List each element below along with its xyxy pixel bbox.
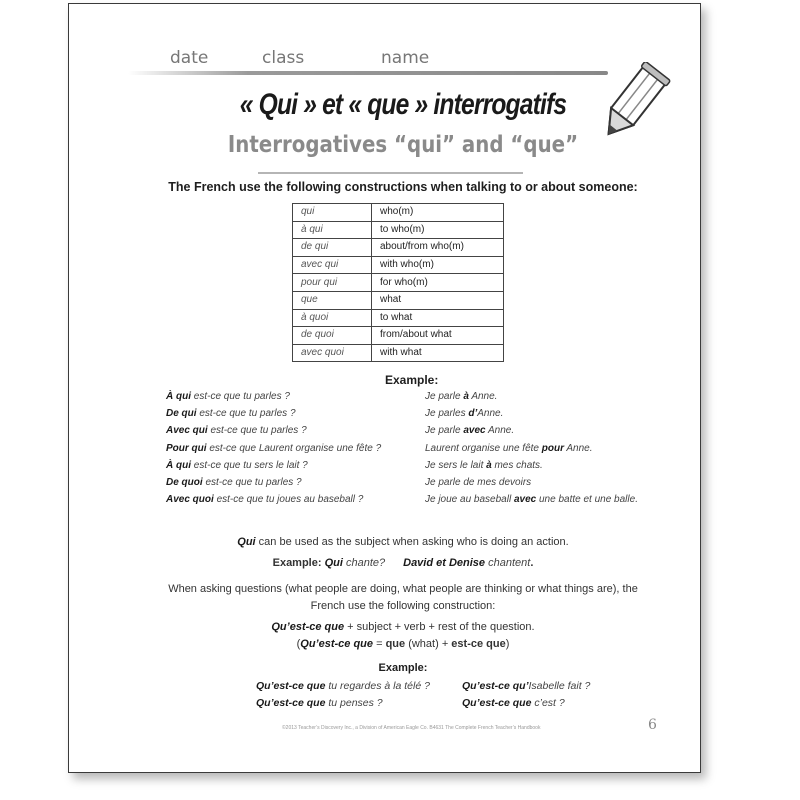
french-term: que [293,291,372,309]
table-row [293,204,504,222]
list-item: Je parle avec Anne. [425,425,515,437]
list-item: De quoi est-ce que tu parles ? [166,477,302,489]
copyright-footer: ©2013 Teacher’s Discovery Inc., a Division of American Eagle Co. B4631 The Complete French Teacher’s Handbook [282,725,541,731]
list-item: Qu’est-ce que tu penses ? [256,697,383,710]
table-row [293,309,504,327]
french-term: à quoi [293,309,372,327]
list-item: À qui est-ce que tu sers le lait ? [166,459,308,471]
que-examples-right [462,678,590,712]
date-label: date [170,48,209,68]
french-term: avec quoi [293,344,372,362]
english-meaning: to what [372,309,504,327]
page-subtitle: Interrogatives “qui” and “que” [227,132,579,158]
french-term: avec qui [293,256,372,274]
construction-explanation: (Qu’est-ce que = que (what) + est-ce que) [296,638,510,650]
page-title: « Qui » et « que » interrogatifs [239,88,567,121]
name-label: name [381,48,430,68]
table-row [293,327,504,345]
list-item: Avec quoi est-ce que tu joues au baseball ? [166,494,364,506]
english-meaning: from/about what [372,327,504,345]
subject-example: Example: Qui chante? David et Denise chantent. [272,557,534,569]
table-row [293,239,504,257]
que-examples-left [256,678,430,712]
example2-heading: Example: [378,662,428,674]
english-meaning: about/from who(m) [372,239,504,257]
list-item: Je joue au baseball avec une batte et une balle. [425,494,638,506]
construction-text-2: French use the following construction: [310,600,496,612]
list-item: Pour qui est-ce que Laurent organise une fête ? [166,442,382,454]
french-term: de qui [293,239,372,257]
english-meaning: with who(m) [372,256,504,274]
list-item: Qu’est-ce que tu regardes à la télé ? [256,680,430,692]
subtitle-rule [258,172,523,174]
list-item: Qu’est-ce que c’est ? [462,697,565,710]
list-item: Je parles d’Anne. [425,408,504,420]
french-term: pour qui [293,274,372,292]
construction-formula: Qu’est-ce que + subject + verb + rest of the question. [271,621,535,633]
list-item: De qui est-ce que tu parles ? [166,408,296,420]
intro-text: The French use the following constructions when talking to or about someone: [168,180,638,194]
class-label: class [262,48,305,68]
table-row [293,274,504,292]
subject-rule-text: Qui can be used as the subject when asking who is doing an action. [237,536,569,548]
example-questions [166,388,381,508]
english-meaning: with what [372,344,504,362]
list-item: Je parle à Anne. [425,391,498,402]
list-item: À qui est-ce que tu parles ? [166,391,290,402]
table-row [293,256,504,274]
vocab-table [292,203,504,362]
french-term: qui [293,204,372,222]
english-meaning: who(m) [372,204,504,222]
english-meaning: to who(m) [372,221,504,239]
english-meaning: what [372,291,504,309]
header-underline [128,71,608,75]
construction-text-1: When asking questions (what people are doing, what people are thinking or what things are), the [168,583,638,595]
english-meaning: for who(m) [372,274,504,292]
example-answers [425,388,638,508]
french-term: de quoi [293,327,372,345]
french-term: à qui [293,221,372,239]
list-item: Qu’est-ce qu’Isabelle fait ? [462,680,591,692]
list-item: Laurent organise une fête pour Anne. [425,442,593,454]
list-item: Je parle de mes devoirs [425,477,532,489]
list-item: Avec qui est-ce que tu parles ? [166,425,307,437]
table-row [293,221,504,239]
table-row [293,291,504,309]
page-number: 6 [648,717,657,733]
example-heading: Example: [385,373,439,387]
list-item: Je sers le lait à mes chats. [425,459,543,471]
table-row [293,344,504,362]
